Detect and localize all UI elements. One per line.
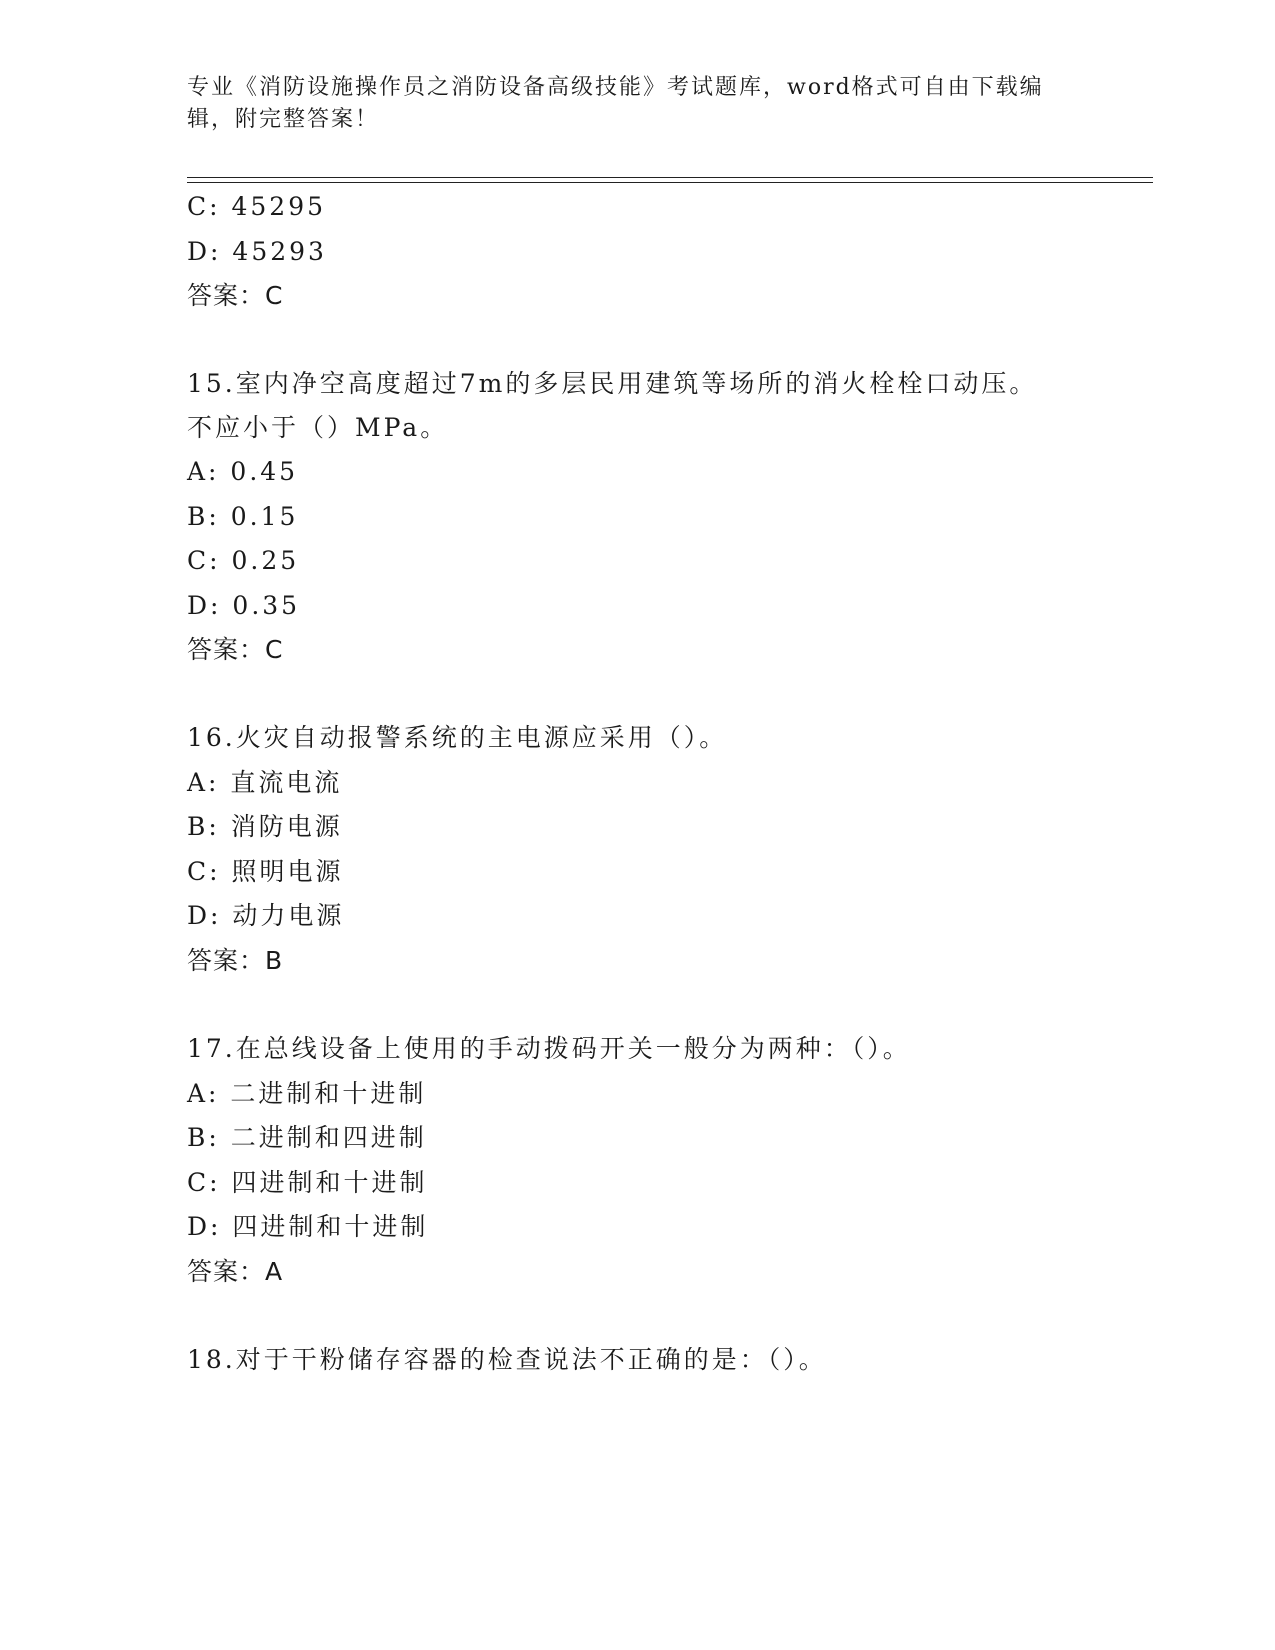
- header-divider-top: [187, 177, 1153, 178]
- document-header: [187, 72, 1067, 136]
- header-divider-bottom: [187, 182, 1153, 183]
- q14-answer: 答案：C: [187, 281, 284, 310]
- q15-option-a: A: 0.45: [187, 457, 299, 486]
- header-line-2: 辑，附完整答案！: [187, 107, 380, 132]
- q16-option-c: C: 照明电源: [187, 857, 344, 886]
- q17-stem: 17.在总线设备上使用的手动拨码开关一般分为两种：（）。: [187, 1034, 911, 1063]
- q17-option-c: C: 四进制和十进制: [187, 1168, 428, 1197]
- q18-stem: 18.对于干粉储存容器的检查说法不正确的是：（）。: [187, 1345, 827, 1374]
- q15-option-c: C: 0.25: [187, 546, 300, 575]
- q15-stem-line-1: 15.室内净空高度超过7m的多层民用建筑等场所的消火栓栓口动压。: [187, 369, 1038, 398]
- q14-option-c: C: 45295: [187, 192, 327, 221]
- header-line-1: 专业《消防设施操作员之消防设备高级技能》考试题库，word格式可自由下载编: [187, 75, 1044, 100]
- q17-option-d: D: 四进制和十进制: [187, 1212, 429, 1241]
- q16-option-a: A: 直流电流: [187, 768, 343, 797]
- q14-option-d: D: 45293: [187, 237, 327, 266]
- q16-stem: 16.火灾自动报警系统的主电源应采用（）。: [187, 723, 728, 752]
- q17-option-b: B: 二进制和四进制: [187, 1123, 427, 1152]
- q16-option-d: D: 动力电源: [187, 901, 345, 930]
- q17-answer: 答案：A: [187, 1257, 284, 1286]
- q17-option-a: A: 二进制和十进制: [187, 1079, 427, 1108]
- q15-answer: 答案：C: [187, 635, 284, 664]
- q15-stem-line-2: 不应小于（）MPa。: [187, 413, 449, 442]
- q15-option-b: B: 0.15: [187, 502, 299, 531]
- q15-option-d: D: 0.35: [187, 591, 301, 620]
- q16-answer: 答案：B: [187, 946, 284, 975]
- q16-option-b: B: 消防电源: [187, 812, 343, 841]
